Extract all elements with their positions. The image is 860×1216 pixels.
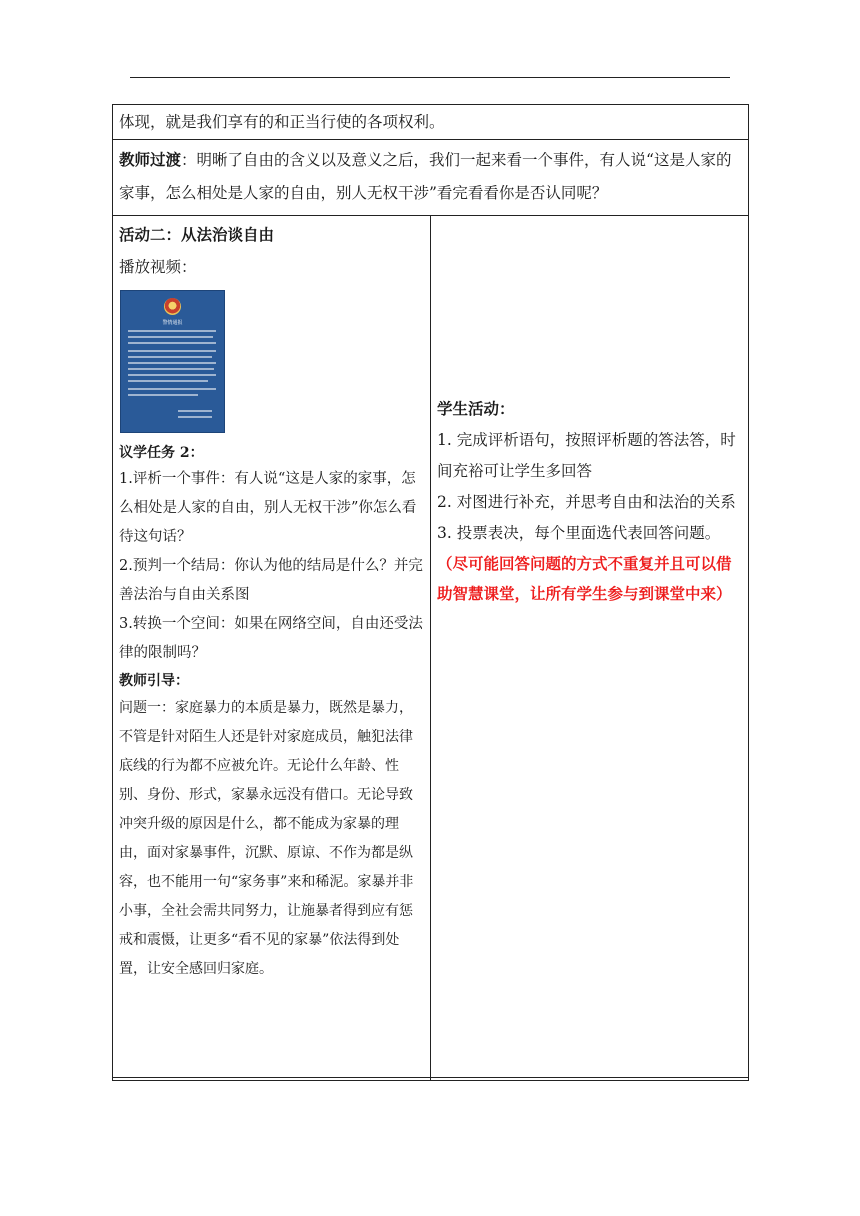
notice-text-line [128, 342, 216, 344]
lesson-table [112, 104, 749, 1081]
teacher-guide-title: 教师引导： [119, 673, 189, 689]
student-activity-item: 3. 投票表决，每个里面选代表回答问题。 [436, 524, 721, 542]
student-activity-cell [430, 216, 748, 1081]
notice-text-line [178, 416, 212, 418]
police-emblem-icon [164, 298, 181, 315]
notice-text-line [128, 374, 216, 376]
continuation-row [113, 105, 749, 140]
notice-text-line [128, 388, 216, 390]
notice-text-line [128, 394, 198, 396]
task-item: 3.转换一个空间：如果在网络空间，自由还受法律的限制吗？ [119, 616, 423, 661]
student-activity-title: 学生活动： [436, 399, 515, 418]
notice-text-line [128, 368, 214, 370]
play-video-label: 播放视频： [119, 258, 197, 276]
task-title: 议学任务 2： [119, 445, 204, 461]
notice-text-line [128, 336, 213, 338]
notice-text-line [178, 410, 212, 412]
notice-text-line [128, 330, 216, 332]
task-item: 2.预判一个结局：你认为他的结局是什么？并完善法治与自由关系图 [119, 558, 423, 603]
transition-label: 教师过渡 [119, 150, 182, 169]
continuation-text: 体现，就是我们享有的和正当行使的各项权利。 [113, 105, 749, 140]
student-activity-item: 2. 对图进行补充，并思考自由和法治的关系 [436, 493, 736, 511]
teacher-guide-text: 问题一：家庭暴力的本质是暴力，既然是暴力，不管是针对陌生人还是针对家庭成员，触犯法律底线的行为都不应被允许。无论什么年龄、性别、身份、形式，家暴永远没有借口。无论导致冲突升级的原因是什么，都不能成为家暴的理由，面对家暴事件，沉默、原谅、不作为都是纵容，也不能用一句“家务事”来和稀泥。家暴并非小事，全社会需共同努力，让施暴者得到应有惩戒和震慑，让更多“看不见的家暴”依法得到处置，让安全感回归家庭。 [119, 700, 414, 977]
transition-row [113, 140, 749, 216]
table-double-rule [112, 1077, 749, 1078]
notice-image-title: 警情通报 [162, 320, 183, 326]
header-rule [130, 77, 730, 78]
notice-text-line [128, 362, 216, 364]
teacher-activity-cell [113, 216, 431, 1081]
notice-text-line [128, 380, 208, 382]
student-activity-note: （尽可能回答问题的方式不重复并且可以借助智慧课堂，让所有学生参与到课堂中来） [436, 554, 732, 603]
notice-text-line [128, 350, 216, 352]
task-item: 1.评析一个事件：有人说“这是人家的家事，怎么相处是人家的自由，别人无权干涉”你怎么看待这句话？ [119, 471, 417, 545]
student-activity-item: 1. 完成评析语句，按照评析题的答法答，时间充裕可让学生多回答 [436, 431, 736, 480]
transition-cell [113, 140, 749, 216]
police-notice-image [120, 290, 225, 433]
transition-text: ：明晰了自由的含义以及意义之后，我们一起来看一个事件，有人说“这是人家的家事，怎么相处是人家的自由，别人无权干涉”看完看看你是否认同呢？ [119, 151, 732, 202]
activity-title: 活动二：从法治谈自由 [119, 225, 275, 244]
activity-row [113, 216, 749, 1081]
notice-text-line [128, 356, 212, 358]
